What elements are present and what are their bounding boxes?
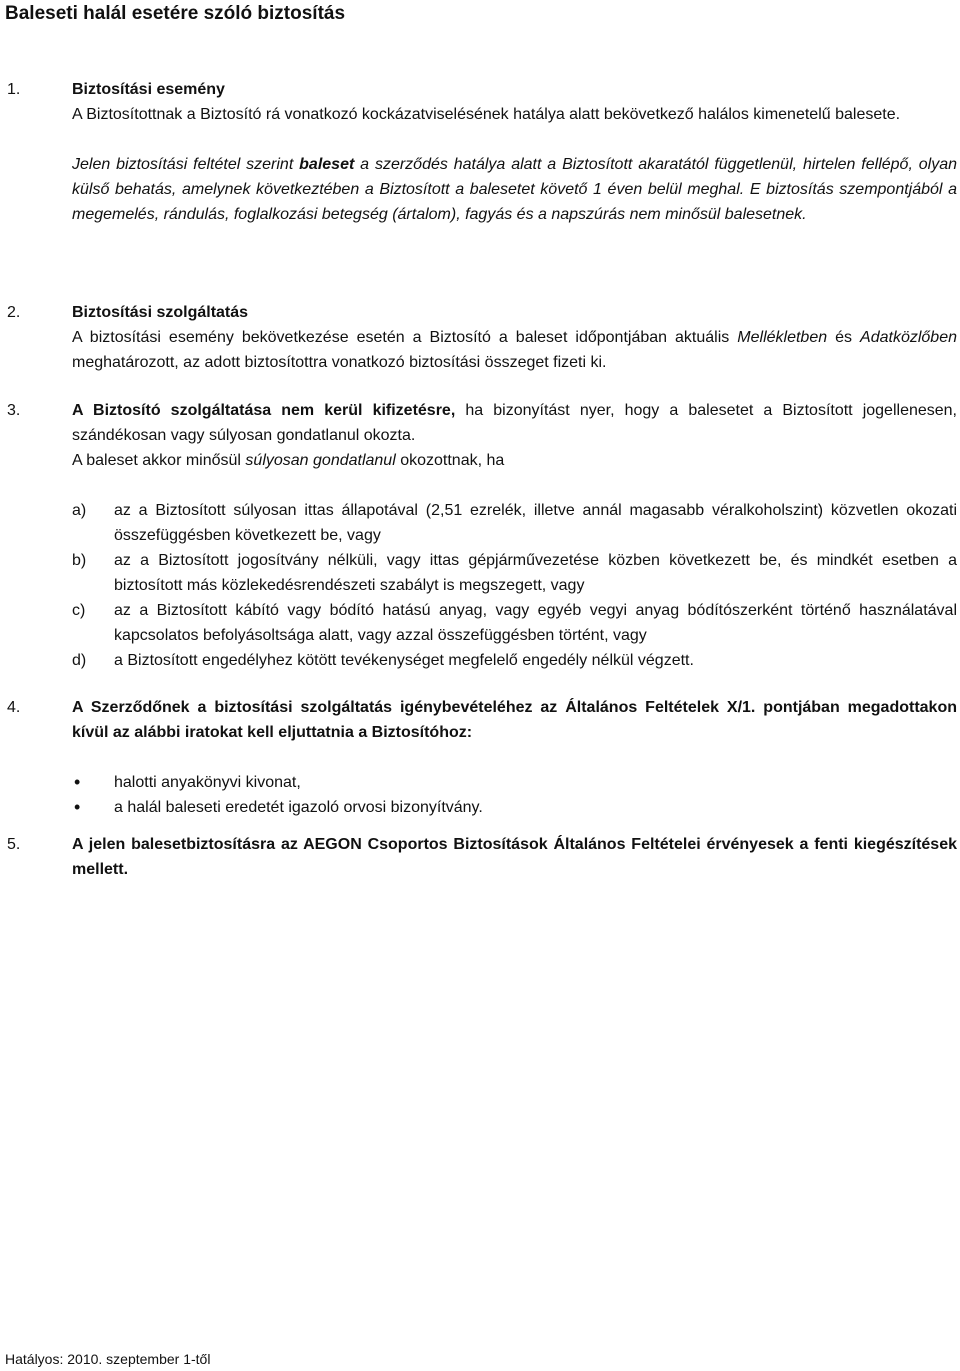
section-number: 2.: [7, 304, 21, 321]
section-number: 4.: [7, 699, 21, 716]
italic-term: Adatközlőben: [860, 329, 957, 346]
list-item-text: a Biztosított engedélyhez kötött tevékenységet megfelelő engedély nélkül végzett.: [114, 652, 694, 669]
definition-term: baleset: [299, 156, 355, 173]
list-item-text: az a Biztosított súlyosan ittas állapotával (2,51 ezrelék, illetve annál magasabb véralkoholszint) közvetlen okozati összefüggésben következett be, vagy: [114, 502, 957, 544]
document-list: [72, 770, 957, 820]
document-footer: Hatályos: 2010. szeptember 1-től: [5, 1351, 211, 1367]
section-4: [7, 695, 957, 820]
section-5: [7, 832, 957, 882]
list-item-text: az a Biztosított jogosítvány nélküli, vagy ittas gépjárművezetése közben következett be, és mindkét esetben a biztosított más közlekedésrendészeti szabályt is megszegett, vagy: [114, 552, 957, 594]
list-marker: c): [72, 602, 86, 619]
section-number: 5.: [7, 836, 21, 853]
section-2: [7, 300, 957, 375]
condition-list: [72, 498, 957, 673]
list-item: [72, 770, 957, 795]
list-item-text: az a Biztosított kábító vagy bódító hatású anyag, vagy egyéb vegyi anyag bódítószerként történő használatával kapcsolatos befolyásoltsága alatt, vagy azzal összefüggésben történt, vagy: [114, 602, 957, 644]
italic-term: súlyosan gondatlanul: [245, 452, 396, 469]
section-paragraph: [72, 325, 957, 375]
list-item: [72, 648, 957, 673]
definition-paragraph: [72, 152, 957, 227]
section-heading: A jelen balesetbiztosításra az AEGON Csoportos Biztosítások Általános Feltételei érvényesek a fenti kiegészítések mellett.: [72, 836, 957, 878]
list-item: [72, 498, 957, 548]
list-item: [72, 795, 957, 820]
paragraph-text: okozottnak, ha: [395, 452, 505, 469]
paragraph-text: és: [827, 329, 861, 346]
list-item-text: a halál baleseti eredetét igazoló orvosi bizonyítvány.: [114, 799, 483, 816]
list-item: [72, 598, 957, 648]
definition-text-continued: a szerződés hatálya alatt a Biztosított akaratától függetlenül, hirtelen fellépő, olyan külső behatás, amelynek következtében a Biztosított a balesetet követő 1 éven belül meghal. E biztosítás szempontjából a megemelés, rándulás, foglalkozási betegség (ártalom), fagyás és a napszúrás nem minősül balesetnek.: [72, 156, 958, 223]
section-heading: A Szerződőnek a biztosítási szolgáltatás igénybevételéhez az Általános Feltételek X/1. pontjában megadottakon kívül az alábbi iratokat kell eljuttatnia a Biztosítóhoz:: [72, 699, 957, 741]
section-heading: A Biztosító szolgáltatása nem kerül kifizetésre,: [72, 402, 456, 419]
italic-term: Mellékletben: [737, 329, 828, 346]
paragraph-text: A biztosítási esemény bekövetkezése esetén a Biztosító a baleset időpontjában aktuális: [72, 329, 738, 346]
document-title: Baleseti halál esetére szóló biztosítás: [5, 3, 346, 24]
section-paragraph-2: [72, 448, 957, 473]
section-number: 3.: [7, 402, 21, 419]
section-3: [7, 398, 957, 673]
bullet-icon: •: [74, 772, 81, 792]
list-marker: d): [72, 652, 87, 669]
paragraph-text: meghatározott, az adott biztosítottra vonatkozó biztosítási összeget fizeti ki.: [72, 354, 607, 371]
paragraph-text: ha bizonyítást nyer, hogy a balesetet a Biztosított jogellenesen, szándékosan vagy súlyosan gondatlanul okozta.: [72, 402, 957, 444]
section-paragraph: A Biztosítottnak a Biztosító rá vonatkozó kockázatviselésének hatálya alatt bekövetkező halálos kimenetelű balesete.: [72, 106, 901, 123]
list-marker: a): [72, 502, 87, 519]
list-marker: b): [72, 552, 87, 569]
section-heading: Biztosítási szolgáltatás: [72, 304, 249, 321]
paragraph-text: A baleset akkor minősül: [72, 452, 246, 469]
section-heading: Biztosítási esemény: [72, 81, 225, 98]
section-paragraph: [72, 398, 957, 448]
list-item: [72, 548, 957, 598]
section-1: [7, 77, 957, 227]
definition-text: Jelen biztosítási feltétel szerint: [72, 156, 300, 173]
list-item-text: halotti anyakönyvi kivonat,: [114, 774, 301, 791]
bullet-icon: •: [74, 797, 81, 817]
section-number: 1.: [7, 81, 21, 98]
